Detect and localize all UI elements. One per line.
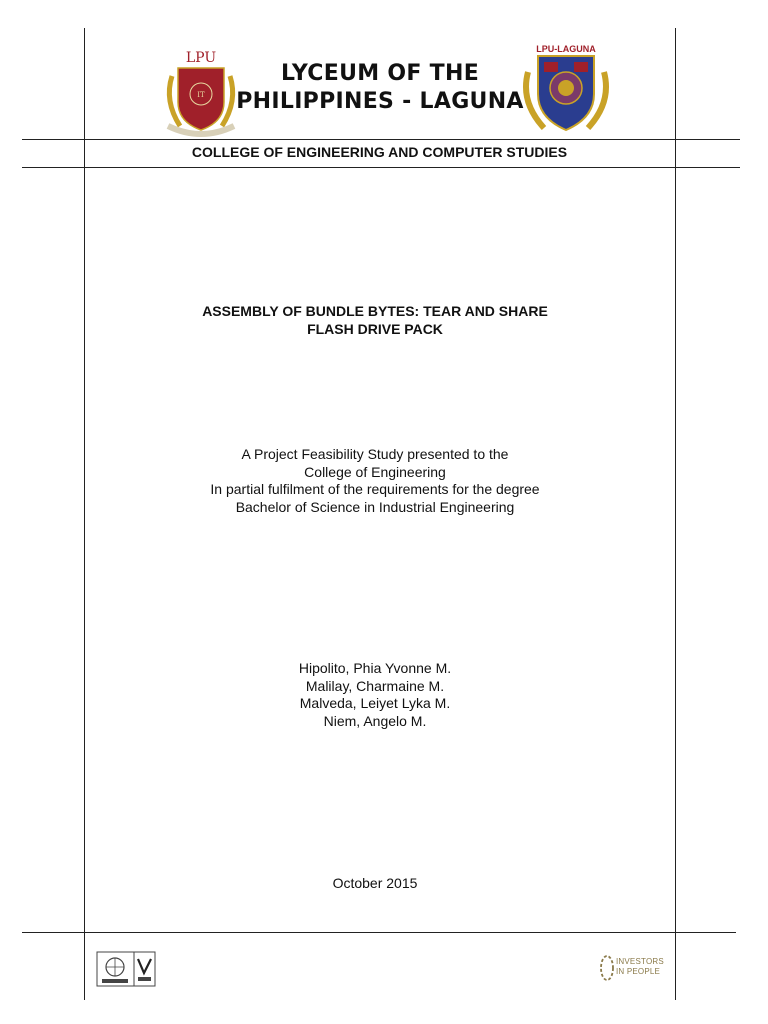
school-name-line-2: PHILIPPINES - LAGUNA [236, 89, 524, 114]
author-name: Hipolito, Phia Yvonne M. [298, 660, 452, 676]
school-name [230, 60, 530, 116]
header-bottom-rule [22, 167, 740, 168]
school-name-line-1: LYCEUM OF THE [280, 61, 480, 86]
submission-date: October 2015 [332, 875, 418, 891]
author-name: Niem, Angelo M. [323, 712, 427, 729]
svg-text:IT: IT [197, 91, 205, 99]
author-name: Malveda, Leiyet Lyka M. [299, 695, 451, 712]
study-line-3: In partial fulfilment of the requirements for the degree [210, 481, 540, 498]
document-title [84, 302, 666, 338]
title-line-2: FLASH DRIVE PACK [307, 321, 443, 337]
study-description [84, 446, 666, 516]
title-line-1: ASSEMBLY OF BUNDLE BYTES: TEAR AND SHARE [202, 303, 548, 319]
svg-text:LPU: LPU [185, 50, 217, 66]
lpu-laguna-seal-logo [518, 42, 614, 136]
study-line-1: A Project Feasibility Study presented to the [241, 446, 509, 462]
college-name: COLLEGE OF ENGINEERING AND COMPUTER STUDIES [191, 144, 568, 160]
author-list [84, 660, 666, 730]
footer-rule [22, 932, 736, 933]
svg-text:LPU-LAGUNA: LPU-LAGUNA [536, 44, 596, 54]
investors-in-people-text: INVESTORS IN PEOPLE [616, 957, 664, 976]
author-name: Malilay, Charmaine M. [305, 677, 445, 694]
study-line-2: College of Engineering [304, 463, 446, 480]
right-margin-line [675, 28, 676, 1000]
study-line-4: Bachelor of Science in Industrial Engineering [235, 498, 515, 515]
iso-certification-logo [96, 951, 156, 987]
header-top-rule [22, 139, 740, 140]
